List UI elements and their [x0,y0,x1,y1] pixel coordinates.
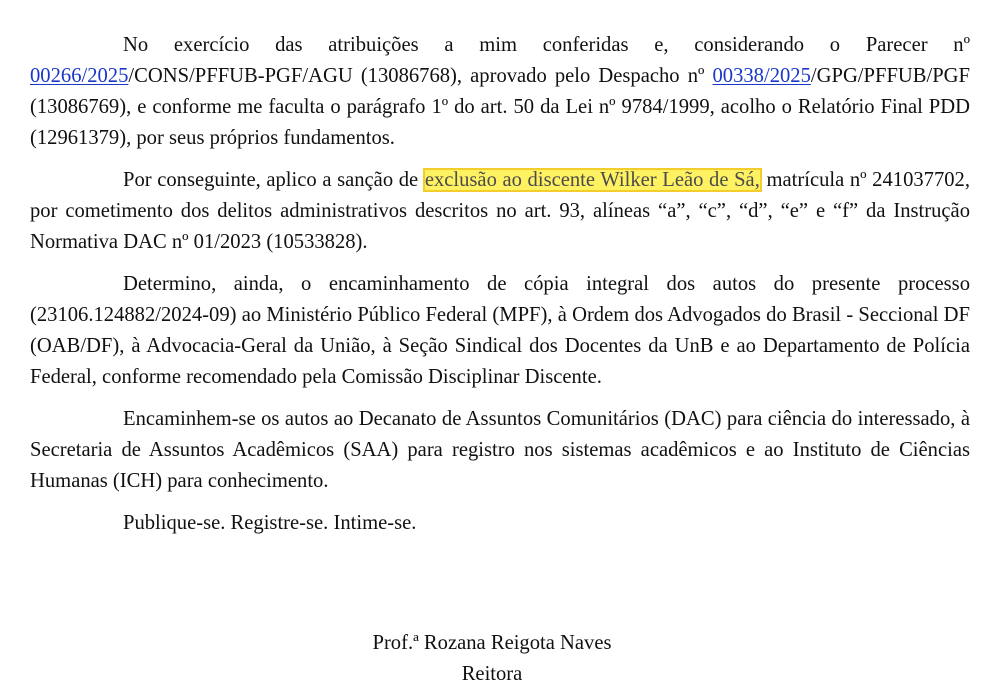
paragraph-text: No exercício das atribuições a mim conferidas e, considerando o Parecer nº [123,34,970,56]
parecer-link[interactable]: 00266/2025 [30,65,129,87]
paragraph-decanato: Encaminhem-se os autos ao Decanato de Assuntos Comunitários (DAC) para ciência do interessado, à Secretaria de Assuntos Acadêmicos (SAA) para registro nos sistemas acadêmicos e ao Instituto de Ciências Humanas (ICH) para conhecimento. [30,408,970,492]
paragraph-parecer [30,30,970,154]
signature-role: Reitora [461,663,523,685]
paragraph-sancao [30,165,970,258]
despacho-link[interactable]: 00338/2025 [712,65,811,87]
paragraph-publique: Publique-se. Registre-se. Intime-se. [123,512,417,534]
paragraph-text: matrícula nº 241037702, por cometimento dos delitos administrativos descritos no art. 93, alíneas “a”, “c”, “d”, “e” e “f” da Instrução Normativa DAC nº 01/2023 (10533828). [30,169,971,253]
paragraph-text: /CONS/PFFUB-PGF/AGU (13086768), aprovado pelo Despacho nº [128,65,713,87]
document-body [30,30,970,550]
paragraph-encaminhamento: Determino, ainda, o encaminhamento de cópia integral dos autos do presente processo (23106.124882/2024-09) ao Ministério Público Federal (MPF), à Ordem dos Advogados do Brasil - Seccional DF (OAB/DF), à Advocacia-Geral da União, à Seção Sindical dos Docentes da UnB e ao Departamento de Polícia Federal, conforme recomendado pela Comissão Disciplinar Discente. [30,273,970,388]
signature-name: Prof.ª Rozana Reigota Naves [372,632,612,654]
paragraph-text: /GPG/PFFUB/PGF (13086769), e conforme me faculta o parágrafo 1º do art. 50 da Lei nº 9784/1999, acolho o Relatório Final PDD (12961379), por seus próprios fundamentos. [30,65,970,149]
highlighted-text: exclusão ao discente Wilker Leão de Sá, [424,169,760,191]
signature-block [0,628,984,690]
paragraph-text: Por conseguinte, aplico a sanção de [123,169,424,191]
